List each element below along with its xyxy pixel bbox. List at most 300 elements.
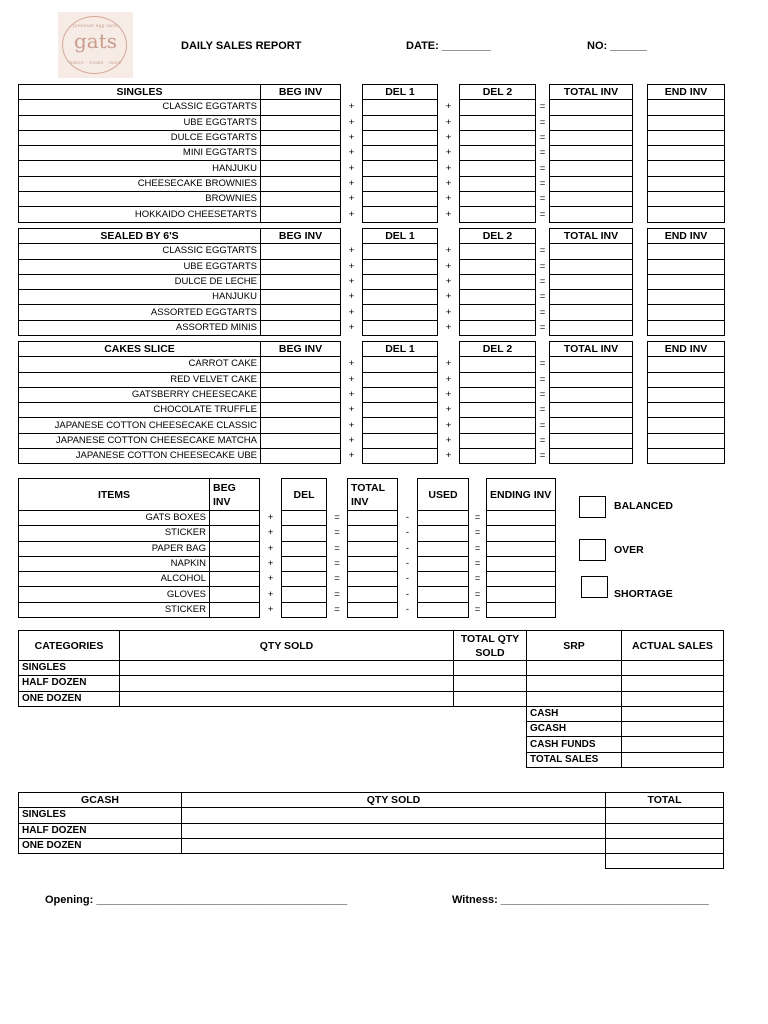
spacer <box>633 305 648 320</box>
plus-sign: + <box>348 373 355 385</box>
total-inv-cell[interactable] <box>550 192 633 207</box>
category-label: ONE DOZEN <box>19 691 120 706</box>
equals-sign: = <box>539 419 546 431</box>
logo-wordmark: gats <box>73 29 118 53</box>
ending-inv-cell[interactable] <box>487 602 556 617</box>
equals-sign: = <box>334 512 340 524</box>
beg-inv-cell[interactable] <box>261 115 341 130</box>
equals-sign: = <box>474 558 481 570</box>
plus-sign: + <box>445 404 452 416</box>
spacer <box>19 752 120 767</box>
plus-sign: + <box>445 276 452 288</box>
shortage-checkbox[interactable] <box>581 576 608 598</box>
beg-inv-cell[interactable] <box>261 290 341 305</box>
end-inv-cell[interactable] <box>648 305 725 320</box>
del-cell[interactable] <box>282 556 327 571</box>
gats-logo <box>58 12 133 78</box>
del2-cell[interactable] <box>460 130 536 145</box>
total-inv-cell[interactable] <box>550 320 633 335</box>
del2-cell[interactable] <box>460 290 536 305</box>
end-inv-cell[interactable] <box>648 372 725 387</box>
summary-label: TOTAL SALES <box>527 752 622 767</box>
plus-sign: + <box>348 276 355 288</box>
summary-row <box>19 737 724 752</box>
item-label: JAPANESE COTTON CHEESECAKE MATCHA <box>19 433 261 448</box>
total-qty-cell[interactable] <box>454 691 527 706</box>
beg-inv-cell[interactable] <box>261 449 341 464</box>
plus-sign: + <box>267 573 274 585</box>
spacer <box>633 274 648 289</box>
item-label: HOKKAIDO CHEESETARTS <box>19 207 261 222</box>
used-cell[interactable] <box>418 526 469 541</box>
del1-cell[interactable] <box>363 290 438 305</box>
del1-cell[interactable] <box>363 100 438 115</box>
singles-table <box>18 84 725 223</box>
total-inv-cell[interactable] <box>550 290 633 305</box>
equals-sign: = <box>539 404 546 416</box>
del1-cell[interactable] <box>363 130 438 145</box>
beg-inv-cell[interactable] <box>261 274 341 289</box>
item-label: BROWNIES <box>19 192 261 207</box>
del1-cell[interactable] <box>363 403 438 418</box>
supply-label: GLOVES <box>19 587 210 602</box>
equals-sign: = <box>539 260 546 272</box>
beg-inv-cell[interactable] <box>261 357 341 372</box>
equals-sign: = <box>539 162 546 174</box>
del1-cell[interactable] <box>363 449 438 464</box>
del2-cell[interactable] <box>460 372 536 387</box>
col-beg-inv: BEG INV <box>261 85 341 100</box>
del2-cell[interactable] <box>460 192 536 207</box>
spacer <box>454 706 527 721</box>
del2-cell[interactable] <box>460 403 536 418</box>
srp-cell[interactable] <box>527 691 622 706</box>
minus-sign: - <box>405 542 410 554</box>
table-row <box>19 511 556 526</box>
spacer <box>341 229 363 244</box>
equals-sign: = <box>474 603 481 615</box>
del-cell[interactable] <box>282 587 327 602</box>
table-row <box>19 372 725 387</box>
del2-cell[interactable] <box>460 357 536 372</box>
del2-cell[interactable] <box>460 387 536 402</box>
del1-cell[interactable] <box>363 387 438 402</box>
spacer <box>633 192 648 207</box>
actual-sales-cell[interactable] <box>622 661 724 676</box>
plus-sign: + <box>267 512 274 524</box>
del1-cell[interactable] <box>363 115 438 130</box>
del2-cell[interactable] <box>460 320 536 335</box>
beg-inv-cell[interactable] <box>210 587 260 602</box>
total-inv-cell[interactable] <box>550 357 633 372</box>
total-inv-cell[interactable] <box>550 418 633 433</box>
del1-cell[interactable] <box>363 176 438 191</box>
end-inv-cell[interactable] <box>648 244 725 259</box>
end-inv-cell[interactable] <box>648 433 725 448</box>
singles-title: SINGLES <box>19 85 261 100</box>
col-del2: DEL 2 <box>460 85 536 100</box>
total-inv-cell[interactable] <box>550 244 633 259</box>
del1-cell[interactable] <box>363 357 438 372</box>
del2-cell[interactable] <box>460 433 536 448</box>
used-cell[interactable] <box>418 602 469 617</box>
plus-sign: + <box>348 434 355 446</box>
end-inv-cell[interactable] <box>648 115 725 130</box>
beg-inv-cell[interactable] <box>261 192 341 207</box>
item-label: CLASSIC EGGTARTS <box>19 244 261 259</box>
equals-sign: = <box>539 193 546 205</box>
total-inv-cell[interactable] <box>348 572 398 587</box>
total-qty-cell[interactable] <box>454 676 527 691</box>
total-inv-cell[interactable] <box>348 511 398 526</box>
actual-sales-cell[interactable] <box>622 691 724 706</box>
beg-inv-cell[interactable] <box>261 320 341 335</box>
del-cell[interactable] <box>282 511 327 526</box>
cakes-title: CAKES SLICE <box>19 342 261 357</box>
total-inv-cell[interactable] <box>550 161 633 176</box>
del2-cell[interactable] <box>460 161 536 176</box>
table-row <box>19 176 725 191</box>
beg-inv-cell[interactable] <box>261 130 341 145</box>
plus-sign: + <box>348 321 355 333</box>
end-inv-cell[interactable] <box>648 146 725 161</box>
logo-bottom-text: bakes · treats · more <box>69 60 122 65</box>
del1-cell[interactable] <box>363 274 438 289</box>
plus-sign: + <box>348 162 355 174</box>
gcash-total-cell[interactable] <box>606 838 724 853</box>
col-end-inv: END INV <box>648 342 725 357</box>
ending-inv-cell[interactable] <box>487 572 556 587</box>
table-row <box>19 357 725 372</box>
del1-cell[interactable] <box>363 305 438 320</box>
end-inv-cell[interactable] <box>648 259 725 274</box>
supply-label: PAPER BAG <box>19 541 210 556</box>
beg-inv-cell[interactable] <box>210 556 260 571</box>
plus-sign: + <box>445 419 452 431</box>
spacer <box>633 449 648 464</box>
gcash-total-cell[interactable] <box>606 823 724 838</box>
gcash-total-cell[interactable] <box>606 808 724 823</box>
total-inv-cell[interactable] <box>550 100 633 115</box>
beg-inv-cell[interactable] <box>261 372 341 387</box>
item-label: MINI EGGTARTS <box>19 146 261 161</box>
beg-inv-cell[interactable] <box>261 146 341 161</box>
total-inv-cell[interactable] <box>550 403 633 418</box>
spacer <box>633 342 648 357</box>
summary-value-cell[interactable] <box>622 737 724 752</box>
plus-sign: + <box>348 116 355 128</box>
beg-inv-cell[interactable] <box>261 305 341 320</box>
plus-sign: + <box>348 101 355 113</box>
item-label: CHEESECAKE BROWNIES <box>19 176 261 191</box>
total-inv-cell[interactable] <box>550 130 633 145</box>
col-gcash: GCASH <box>19 793 182 808</box>
balanced-label: BALANCED <box>614 500 673 512</box>
col-beg-inv: BEG INV <box>261 342 341 357</box>
spacer <box>633 115 648 130</box>
qty-sold-cell[interactable] <box>120 661 454 676</box>
beg-inv-cell[interactable] <box>261 244 341 259</box>
supply-label: NAPKIN <box>19 556 210 571</box>
end-inv-cell[interactable] <box>648 449 725 464</box>
equals-sign: = <box>539 321 546 333</box>
qty-sold-cell[interactable] <box>120 691 454 706</box>
equals-sign: = <box>539 358 546 370</box>
beg-inv-cell[interactable] <box>261 433 341 448</box>
equals-sign: = <box>539 132 546 144</box>
witness-signature-line[interactable]: Witness: __________________________________ <box>452 894 709 906</box>
total-inv-cell[interactable] <box>348 541 398 556</box>
report-title: DAILY SALES REPORT <box>181 40 302 52</box>
summary-value-cell[interactable] <box>622 722 724 737</box>
opening-signature-line[interactable]: Opening: _________________________________________ <box>45 894 348 906</box>
date-field[interactable]: DATE: ________ <box>406 40 491 52</box>
del-cell[interactable] <box>282 602 327 617</box>
total-inv-cell[interactable] <box>550 387 633 402</box>
end-inv-cell[interactable] <box>648 192 725 207</box>
total-inv-cell[interactable] <box>550 305 633 320</box>
table-row <box>19 146 725 161</box>
end-inv-cell[interactable] <box>648 387 725 402</box>
del2-cell[interactable] <box>460 449 536 464</box>
summary-value-cell[interactable] <box>622 706 724 721</box>
end-inv-cell[interactable] <box>648 100 725 115</box>
del2-cell[interactable] <box>460 259 536 274</box>
spacer <box>633 161 648 176</box>
beg-inv-cell[interactable] <box>261 387 341 402</box>
plus-sign: + <box>348 291 355 303</box>
spacer <box>633 244 648 259</box>
table-row <box>19 305 725 320</box>
cakes-table <box>18 341 725 464</box>
del1-cell[interactable] <box>363 192 438 207</box>
del1-cell[interactable] <box>363 161 438 176</box>
ending-inv-cell[interactable] <box>487 556 556 571</box>
total-inv-cell[interactable] <box>550 146 633 161</box>
beg-inv-cell[interactable] <box>210 526 260 541</box>
equals-sign: = <box>474 542 481 554</box>
qty-sold-cell[interactable] <box>120 676 454 691</box>
srp-cell[interactable] <box>527 661 622 676</box>
del1-cell[interactable] <box>363 259 438 274</box>
plus-sign: + <box>445 162 452 174</box>
number-field[interactable]: NO: ______ <box>587 40 647 52</box>
spacer <box>633 229 648 244</box>
table-row <box>19 572 556 587</box>
beg-inv-cell[interactable] <box>261 100 341 115</box>
del1-cell[interactable] <box>363 320 438 335</box>
category-label: HALF DOZEN <box>19 676 120 691</box>
total-inv-cell[interactable] <box>348 526 398 541</box>
del-cell[interactable] <box>282 541 327 556</box>
gcash-grand-total-cell[interactable] <box>606 854 724 869</box>
item-label: ASSORTED MINIS <box>19 320 261 335</box>
col-beg: BEG INV <box>210 479 260 511</box>
del2-cell[interactable] <box>460 100 536 115</box>
end-inv-cell[interactable] <box>648 320 725 335</box>
col-used: USED <box>418 479 469 511</box>
over-label: OVER <box>614 544 644 556</box>
del2-cell[interactable] <box>460 207 536 222</box>
del2-cell[interactable] <box>460 176 536 191</box>
table-row <box>19 823 724 838</box>
total-inv-cell[interactable] <box>550 433 633 448</box>
plus-sign: + <box>445 208 452 220</box>
beg-inv-cell[interactable] <box>261 161 341 176</box>
supply-label: ALCOHOL <box>19 572 210 587</box>
balanced-checkbox[interactable] <box>579 496 606 518</box>
del2-cell[interactable] <box>460 418 536 433</box>
plus-sign: + <box>348 450 355 462</box>
plus-sign: + <box>267 527 274 539</box>
equals-sign: = <box>539 373 546 385</box>
table-row <box>19 387 725 402</box>
actual-sales-cell[interactable] <box>622 676 724 691</box>
del-cell[interactable] <box>282 572 327 587</box>
spacer <box>438 229 460 244</box>
total-inv-cell[interactable] <box>550 259 633 274</box>
plus-sign: + <box>348 389 355 401</box>
plus-sign: + <box>445 291 452 303</box>
plus-sign: + <box>348 208 355 220</box>
over-checkbox[interactable] <box>579 539 606 561</box>
col-items: ITEMS <box>19 479 210 511</box>
plus-sign: + <box>348 419 355 431</box>
del2-cell[interactable] <box>460 305 536 320</box>
end-inv-cell[interactable] <box>648 161 725 176</box>
del2-cell[interactable] <box>460 115 536 130</box>
plus-sign: + <box>445 101 452 113</box>
beg-inv-cell[interactable] <box>261 259 341 274</box>
equals-sign: = <box>334 558 340 570</box>
spacer <box>454 722 527 737</box>
col-del1: DEL 1 <box>363 229 438 244</box>
used-cell[interactable] <box>418 541 469 556</box>
used-cell[interactable] <box>418 556 469 571</box>
end-inv-cell[interactable] <box>648 274 725 289</box>
del-cell[interactable] <box>282 526 327 541</box>
spacer <box>633 176 648 191</box>
col-categories: CATEGORIES <box>19 631 120 661</box>
logo-top-text: premium egg tarts <box>73 23 118 28</box>
total-inv-cell[interactable] <box>550 274 633 289</box>
table-row <box>19 100 725 115</box>
summary-value-cell[interactable] <box>622 752 724 767</box>
del2-cell[interactable] <box>460 244 536 259</box>
equals-sign: = <box>539 306 546 318</box>
ending-inv-cell[interactable] <box>487 511 556 526</box>
beg-inv-cell[interactable] <box>261 403 341 418</box>
end-inv-cell[interactable] <box>648 418 725 433</box>
total-qty-cell[interactable] <box>454 661 527 676</box>
table-row <box>19 130 725 145</box>
plus-sign: + <box>348 177 355 189</box>
summary-row <box>19 706 724 721</box>
plus-sign: + <box>445 177 452 189</box>
total-inv-cell[interactable] <box>550 207 633 222</box>
table-row <box>19 541 556 556</box>
plus-sign: + <box>445 358 452 370</box>
total-inv-cell[interactable] <box>550 176 633 191</box>
equals-sign: = <box>334 527 340 539</box>
gcash-qty-cell[interactable] <box>182 808 606 823</box>
beg-inv-cell[interactable] <box>261 176 341 191</box>
spacer <box>19 722 120 737</box>
beg-inv-cell[interactable] <box>210 572 260 587</box>
item-label: RED VELVET CAKE <box>19 372 261 387</box>
shortage-label: SHORTAGE <box>614 588 673 600</box>
spacer <box>536 229 550 244</box>
del1-cell[interactable] <box>363 433 438 448</box>
equals-sign: = <box>539 208 546 220</box>
end-inv-cell[interactable] <box>648 176 725 191</box>
del1-cell[interactable] <box>363 146 438 161</box>
total-inv-cell[interactable] <box>348 602 398 617</box>
del1-cell[interactable] <box>363 244 438 259</box>
del2-cell[interactable] <box>460 146 536 161</box>
table-row <box>19 290 725 305</box>
del1-cell[interactable] <box>363 207 438 222</box>
del1-cell[interactable] <box>363 372 438 387</box>
equals-sign: = <box>539 291 546 303</box>
gcash-qty-cell[interactable] <box>182 838 606 853</box>
equals-sign: = <box>334 603 340 615</box>
beg-inv-cell[interactable] <box>210 511 260 526</box>
total-inv-cell[interactable] <box>348 556 398 571</box>
ending-inv-cell[interactable] <box>487 587 556 602</box>
srp-cell[interactable] <box>527 676 622 691</box>
col-end-inv: END INV <box>648 85 725 100</box>
used-cell[interactable] <box>418 511 469 526</box>
total-inv-cell[interactable] <box>550 372 633 387</box>
ending-inv-cell[interactable] <box>487 541 556 556</box>
end-inv-cell[interactable] <box>648 130 725 145</box>
spacer <box>454 737 527 752</box>
end-inv-cell[interactable] <box>648 290 725 305</box>
plus-sign: + <box>445 389 452 401</box>
col-total-inv: TOTAL INV <box>550 342 633 357</box>
col-beg-inv: BEG INV <box>261 229 341 244</box>
end-inv-cell[interactable] <box>648 207 725 222</box>
sealed-title: SEALED BY 6'S <box>19 229 261 244</box>
spacer <box>438 85 460 100</box>
equals-sign: = <box>539 147 546 159</box>
col-actual-sales: ACTUAL SALES <box>622 631 724 661</box>
gcash-qty-cell[interactable] <box>182 823 606 838</box>
used-cell[interactable] <box>418 572 469 587</box>
total-inv-cell[interactable] <box>348 587 398 602</box>
total-inv-cell[interactable] <box>550 449 633 464</box>
del1-cell[interactable] <box>363 418 438 433</box>
spacer <box>633 290 648 305</box>
end-inv-cell[interactable] <box>648 357 725 372</box>
col-ending: ENDING INV <box>487 479 556 511</box>
summary-label: GCASH <box>527 722 622 737</box>
total-inv-cell[interactable] <box>550 115 633 130</box>
spacer <box>536 342 550 357</box>
beg-inv-cell[interactable] <box>261 207 341 222</box>
col-srp: SRP <box>527 631 622 661</box>
used-cell[interactable] <box>418 587 469 602</box>
ending-inv-cell[interactable] <box>487 526 556 541</box>
end-inv-cell[interactable] <box>648 403 725 418</box>
beg-inv-cell[interactable] <box>261 418 341 433</box>
plus-sign: + <box>348 404 355 416</box>
beg-inv-cell[interactable] <box>210 541 260 556</box>
del2-cell[interactable] <box>460 274 536 289</box>
table-row <box>19 556 556 571</box>
beg-inv-cell[interactable] <box>210 602 260 617</box>
